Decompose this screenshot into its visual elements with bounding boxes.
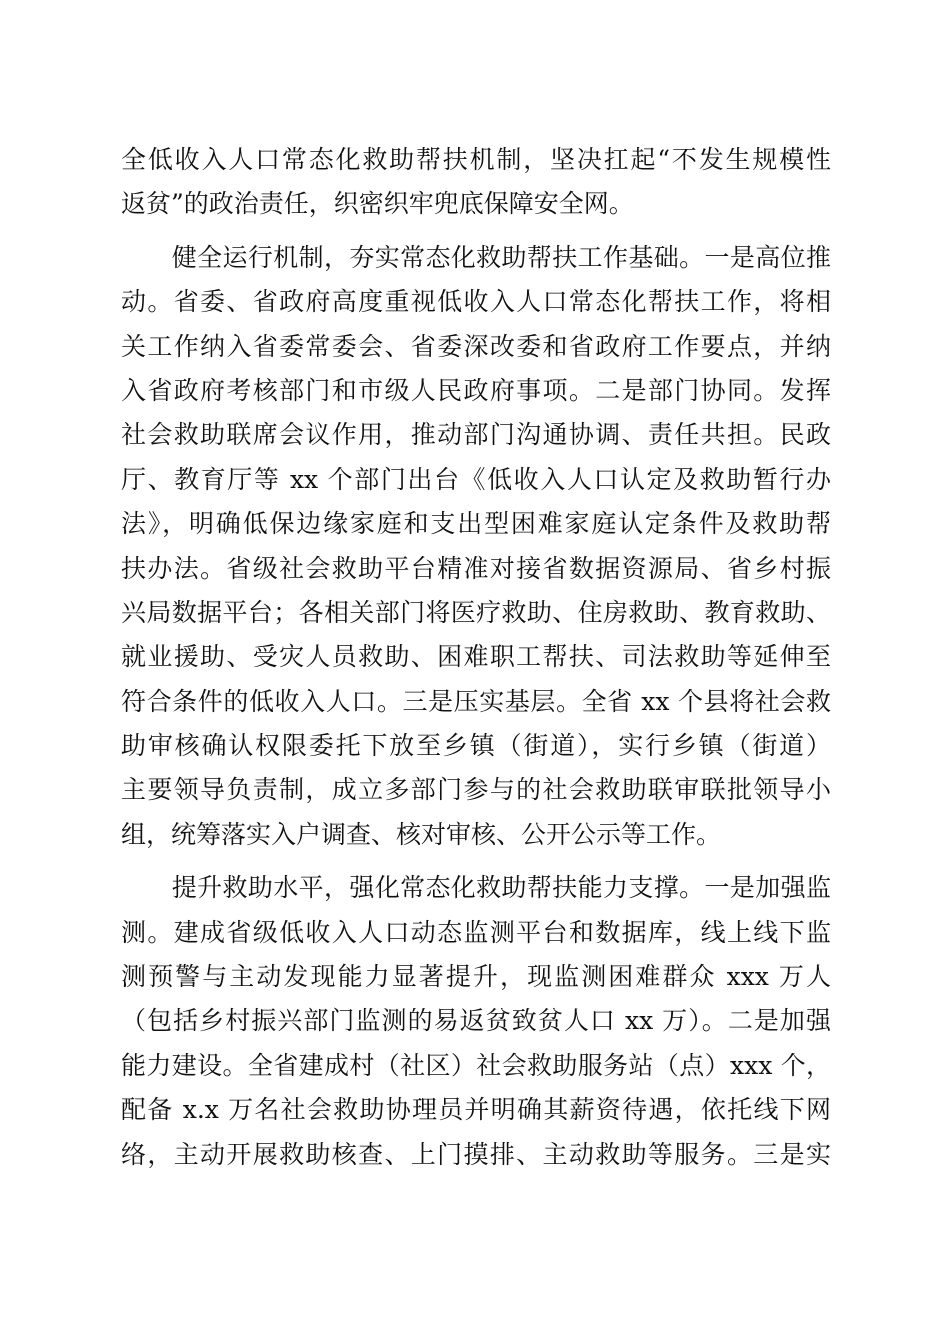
text-line: 主要领导负责制，成立多部门参与的社会救助联审联批领导小 [121,775,831,805]
text-line: 入省政府考核部门和市级人民政府事项。二是部门协同。发挥 [121,375,831,405]
text-line: 符合条件的低收入人口。三是压实基层。全省 xx 个县将社会救 [121,686,831,716]
text-line: 测。建成省级低收入人口动态监测平台和数据库，线上线下监 [121,917,831,947]
text-line: 返贫”的政治责任，织密织牢兜底保障安全网。 [121,189,634,219]
text-line: 助审核确认权限委托下放至乡镇（街道），实行乡镇（街道） [121,731,831,761]
text-line: 法》，明确低保边缘家庭和支出型困难家庭认定条件及救助帮 [121,509,831,539]
text-line: 扶办法。省级社会救助平台精准对接省数据资源局、省乡村振 [121,553,831,583]
paragraph-operation-mechanism [121,236,831,857]
text-line: 动。省委、省政府高度重视低收入人口常态化帮扶工作，将相 [121,287,831,317]
text-line: 络，主动开展救助核查、上门摸排、主动救助等服务。三是实 [121,1139,831,1169]
paragraph-assistance-level [121,866,831,1177]
text-line: 健全运行机制，夯实常态化救助帮扶工作基础。一是高位推 [121,242,831,272]
text-line: 全低收入人口常态化救助帮扶机制，坚决扛起“不发生规模性 [121,145,831,174]
text-line: 就业援助、受灾人员救助、困难职工帮扶、司法救助等延伸至 [121,642,831,672]
text-line: 关工作纳入省委常委会、省委深改委和省政府工作要点，并纳 [121,331,831,361]
text-line: 厅、教育厅等 xx 个部门出台《低收入人口认定及救助暂行办 [121,464,831,494]
text-line: 兴局数据平台；各相关部门将医疗救助、住房救助、教育救助、 [121,597,831,627]
text-line: 配备 x.x 万名社会救助协理员并明确其薪资待遇，依托线下网 [121,1095,831,1125]
text-line: 能力建设。全省建成村（社区）社会救助服务站（点）xxx 个， [121,1050,831,1080]
text-line: 测预警与主动发现能力显著提升，现监测困难群众 xxx 万人 [121,962,831,992]
text-line: （包括乡村振兴部门监测的易返贫致贫人口 xx 万）。二是加强 [121,1006,831,1036]
document-body [121,138,831,1177]
paragraph-continuation [121,138,831,227]
text-line: 社会救助联席会议作用，推动部门沟通协调、责任共担。民政 [121,420,831,450]
text-line: 提升救助水平，强化常态化救助帮扶能力支撑。一是加强监 [121,873,831,903]
text-line: 组，统筹落实入户调查、核对审核、公开公示等工作。 [121,819,722,849]
